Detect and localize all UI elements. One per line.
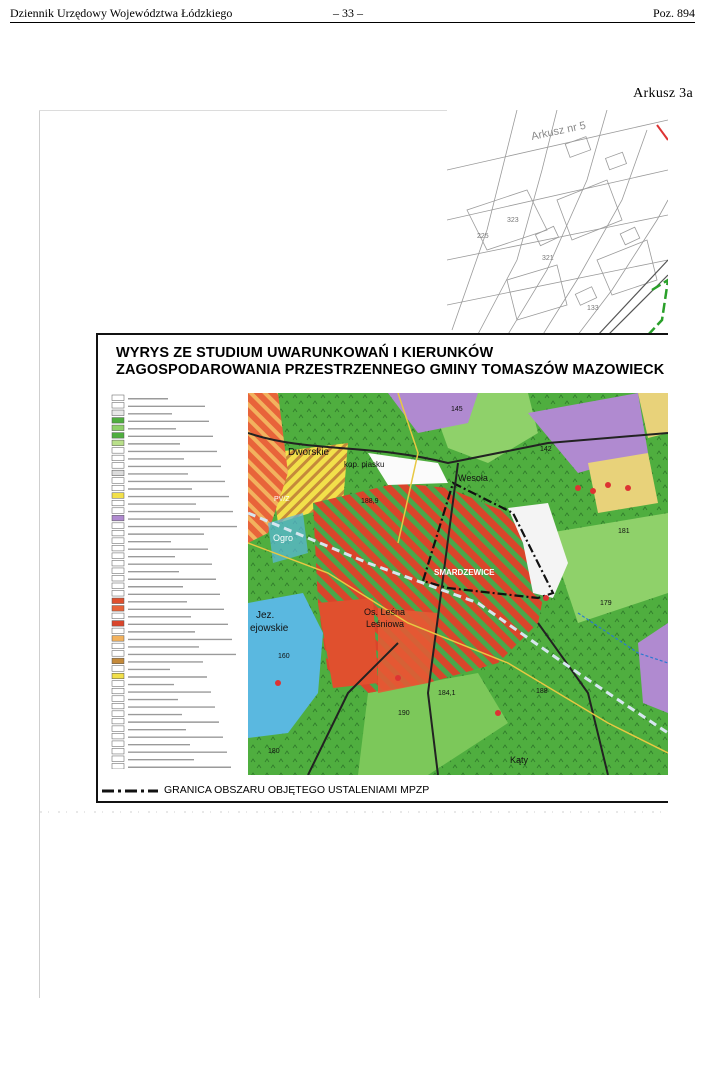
legend-swatch: [112, 508, 124, 514]
legend-swatch: [112, 711, 124, 717]
map-label: 190: [398, 710, 410, 717]
legend-swatch: [112, 410, 124, 416]
map-label: kop. piasku: [344, 460, 385, 469]
legend-swatch: [112, 696, 124, 702]
legend-swatch: [112, 478, 124, 484]
legend-swatch: [112, 658, 124, 664]
header-rule: [10, 22, 695, 23]
legend-swatch: [112, 470, 124, 476]
legend-swatch: [112, 515, 124, 521]
cadastral-sheet-number: Arkusz nr 5: [530, 119, 588, 143]
legend-swatch: [112, 688, 124, 694]
legend-swatch: [112, 560, 124, 566]
legend-swatch: [112, 463, 124, 469]
map-label: Wesoła: [458, 473, 488, 483]
parcel-number: 323: [507, 217, 519, 224]
legend-swatch: [112, 621, 124, 627]
map-label: 160: [278, 653, 290, 660]
excerpt-title-line-1: WYRYS ZE STUDIUM UWARUNKOWAŃ I KIERUNKÓW: [116, 345, 494, 361]
legend-swatch: [112, 403, 124, 409]
map-label: Os. Leśna: [364, 607, 406, 617]
map-label: 142: [540, 446, 552, 453]
legend-swatch: [112, 613, 124, 619]
legend-swatch: [112, 748, 124, 754]
land-use-map: [248, 393, 668, 775]
map-label: 188: [536, 688, 548, 695]
legend-swatch: [112, 568, 124, 574]
legend-swatch: [112, 583, 124, 589]
boundary-legend-label: GRANICA OBSZARU OBJĘTEGO USTALENIAMI MPZP: [164, 784, 430, 796]
map-label: SMARDZEWICE: [434, 568, 495, 577]
map-label: 145: [451, 406, 463, 413]
boundary-legend: [102, 783, 662, 801]
sheet-label: Arkusz 3a: [633, 86, 693, 101]
legend-swatch: [112, 455, 124, 461]
legend-swatch: [112, 553, 124, 559]
page-number: – 33 –: [333, 6, 363, 20]
legend-swatch: [112, 418, 124, 424]
legend-swatch: [112, 448, 124, 454]
legend-swatch: [112, 733, 124, 739]
legend-swatch: [112, 545, 124, 551]
legend-swatch: [112, 433, 124, 439]
study-excerpt-panel: [96, 333, 668, 803]
map-label: Jez.: [256, 610, 275, 621]
map-label: Ogro: [273, 533, 294, 543]
legend-swatch: [112, 673, 124, 679]
excerpt-title-line-2: ZAGOSPODAROWANIA PRZESTRZENNEGO GMINY TOMASZÓW MAZOWIECK: [116, 362, 665, 378]
legend-swatch: [112, 763, 124, 769]
legend-swatch: [112, 651, 124, 657]
map-label: 181: [618, 528, 630, 535]
map-label: Kąty: [510, 755, 529, 765]
legend-swatch: [112, 636, 124, 642]
legend-swatch: [112, 598, 124, 604]
legend-swatch: [112, 440, 124, 446]
legend-swatch: [112, 606, 124, 612]
legend-swatch: [112, 591, 124, 597]
legend-swatch: [112, 703, 124, 709]
legend-swatch: [112, 666, 124, 672]
map-label: Dworskie: [288, 447, 330, 458]
parcel-number: 225: [477, 233, 489, 240]
journal-title: Dziennik Urzędowy Województwa Łódzkiego: [10, 6, 233, 20]
legend-swatch: [112, 485, 124, 491]
parcel-number: 133: [587, 305, 599, 312]
legend-swatch: [112, 643, 124, 649]
legend-swatch: [112, 530, 124, 536]
legend-swatch: [112, 523, 124, 529]
position-number: Poz. 894: [653, 6, 695, 20]
legend-swatch: [112, 681, 124, 687]
map-label: 180: [268, 748, 280, 755]
legend-swatch: [112, 756, 124, 762]
map-legend: [110, 393, 244, 769]
sheet-frame-left: [39, 110, 40, 998]
map-label: ejowskie: [250, 623, 289, 634]
dash-dot-line-symbol: [102, 785, 158, 797]
legend-swatch: [112, 425, 124, 431]
map-label: PV/Z: [274, 496, 290, 503]
map-label: 188,9: [361, 498, 379, 505]
legend-swatch: [112, 628, 124, 634]
legend-swatch: [112, 395, 124, 401]
legend-swatch: [112, 493, 124, 499]
map-label: Leśniowa: [366, 619, 405, 629]
map-label: 179: [600, 600, 612, 607]
parcel-number: 321: [542, 255, 554, 262]
legend-swatch: [112, 718, 124, 724]
legend-swatch: [112, 741, 124, 747]
map-label: 184,1: [438, 690, 456, 697]
legend-swatch: [112, 500, 124, 506]
legend-swatch: [112, 726, 124, 732]
cadastral-map-fragment: [447, 110, 668, 336]
legend-swatch: [112, 575, 124, 581]
scan-artifact-line: [40, 806, 668, 818]
legend-swatch: [112, 538, 124, 544]
